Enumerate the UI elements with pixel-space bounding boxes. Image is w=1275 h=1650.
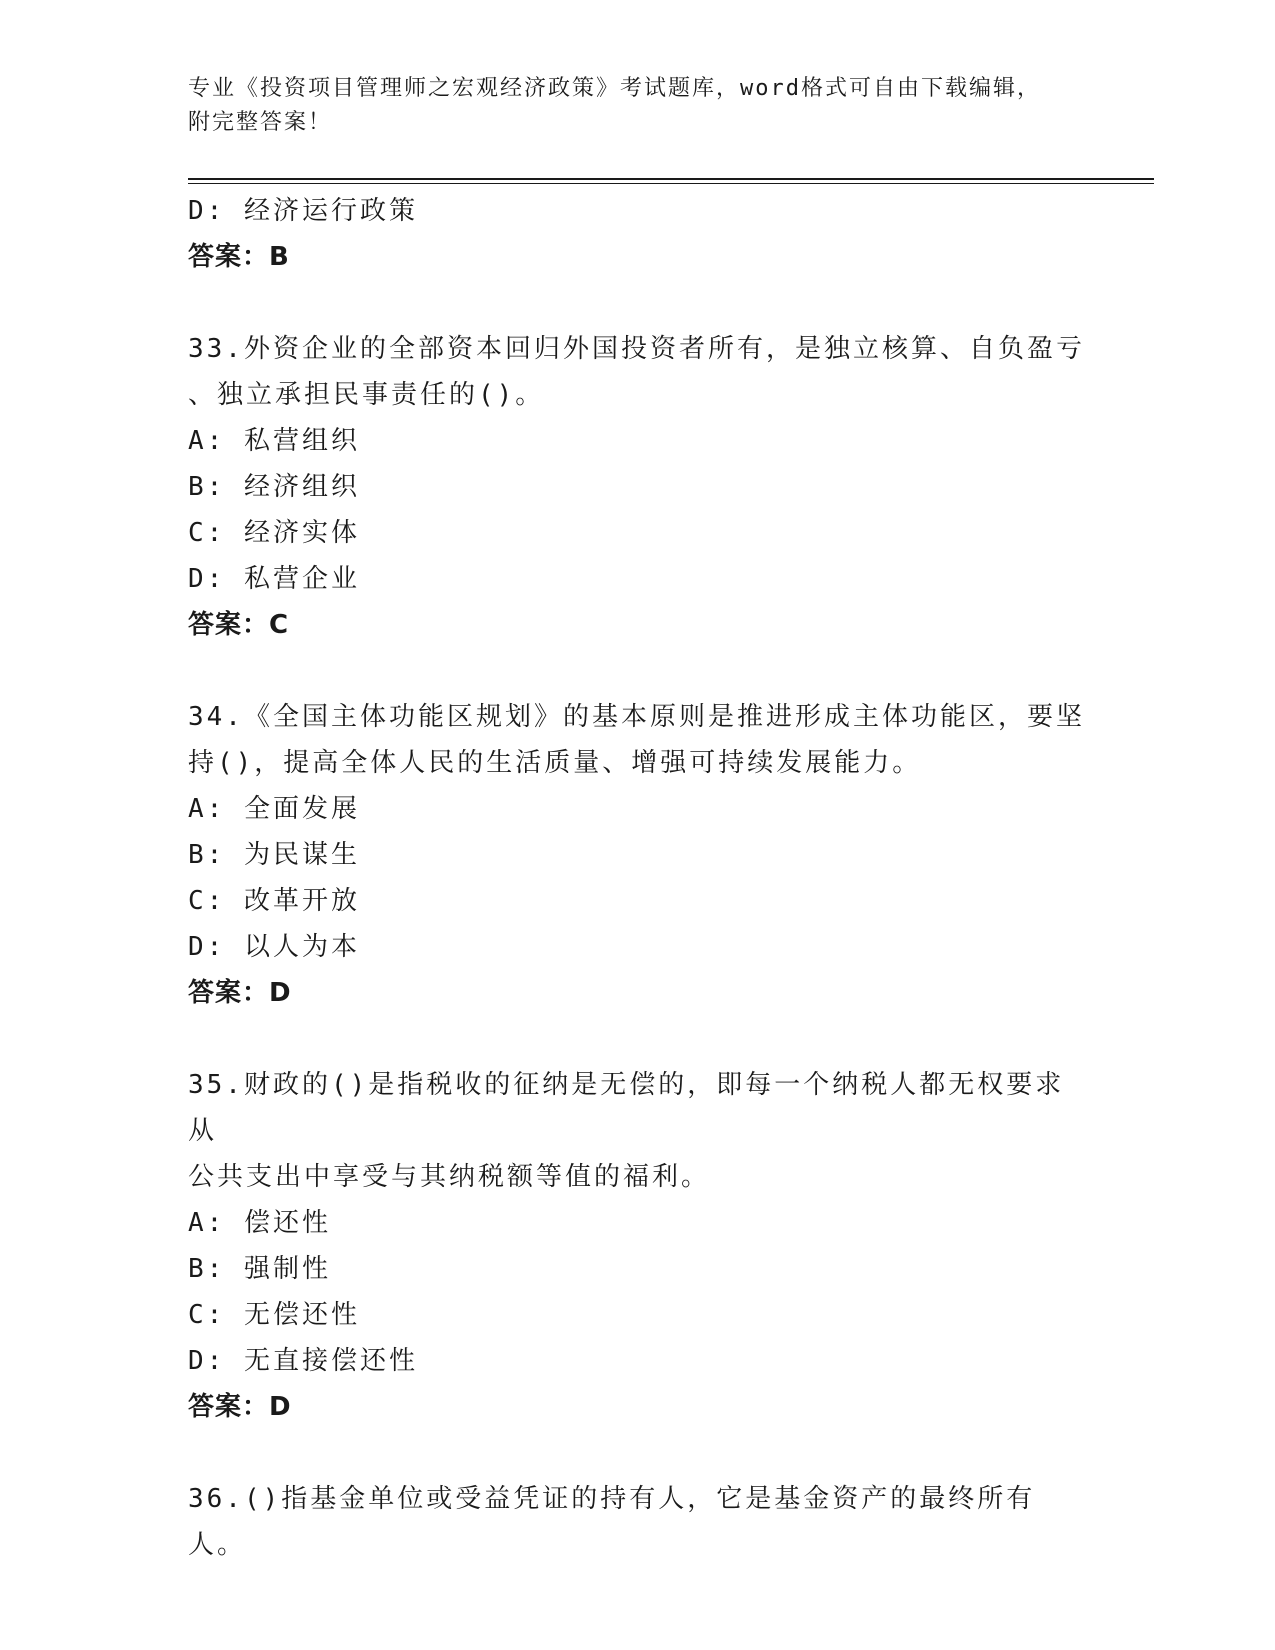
option-b: B: 经济组织 — [188, 472, 360, 502]
question-stem-line: 公共支出中享受与其纳税额等值的福利。 — [188, 1162, 711, 1192]
question-list — [188, 188, 1088, 1568]
option-b: B: 为民谋生 — [188, 840, 360, 870]
question-stem-line: 35.财政的()是指税收的征纳是无偿的，即每一个纳税人都无权要求从 — [188, 1070, 1065, 1146]
question-35 — [188, 1062, 1088, 1430]
option-b: B: 强制性 — [188, 1254, 331, 1284]
answer-line: 答案：D — [188, 1392, 292, 1422]
option-d: D: 经济运行政策 — [188, 196, 418, 226]
carryover-question — [188, 188, 1088, 280]
question-36 — [188, 1476, 1088, 1568]
option-a: A: 私营组织 — [188, 426, 360, 456]
question-stem-line: 33.外资企业的全部资本回归外国投资者所有，是独立核算、自负盈亏 — [188, 334, 1085, 364]
option-a: A: 全面发展 — [188, 794, 360, 824]
option-a: A: 偿还性 — [188, 1208, 331, 1238]
answer-line: 答案：D — [188, 978, 292, 1008]
question-33 — [188, 326, 1088, 648]
answer-line: 答案：B — [188, 242, 290, 272]
option-d: D: 私营企业 — [188, 564, 360, 594]
option-d: D: 无直接偿还性 — [188, 1346, 418, 1376]
question-stem-line: 34.《全国主体功能区规划》的基本原则是推进形成主体功能区，要坚 — [188, 702, 1085, 732]
header-divider-thick — [188, 178, 1154, 180]
option-d: D: 以人为本 — [188, 932, 360, 962]
question-stem-line: 持()，提高全体人民的生活质量、增强可持续发展能力。 — [188, 748, 922, 778]
option-c: C: 经济实体 — [188, 518, 360, 548]
question-stem-line: 36.()指基金单位或受益凭证的持有人，它是基金资产的最终所有人。 — [188, 1484, 1036, 1560]
document-header — [188, 72, 1088, 140]
header-line-1: 专业《投资项目管理师之宏观经济政策》考试题库，word格式可自由下载编辑， — [188, 76, 1041, 101]
header-line-2: 附完整答案！ — [188, 110, 333, 135]
question-stem-line: 、独立承担民事责任的()。 — [188, 380, 545, 410]
option-c: C: 改革开放 — [188, 886, 360, 916]
option-c: C: 无偿还性 — [188, 1300, 360, 1330]
header-divider-thin — [188, 183, 1154, 184]
answer-line: 答案：C — [188, 610, 290, 640]
question-34 — [188, 694, 1088, 1016]
